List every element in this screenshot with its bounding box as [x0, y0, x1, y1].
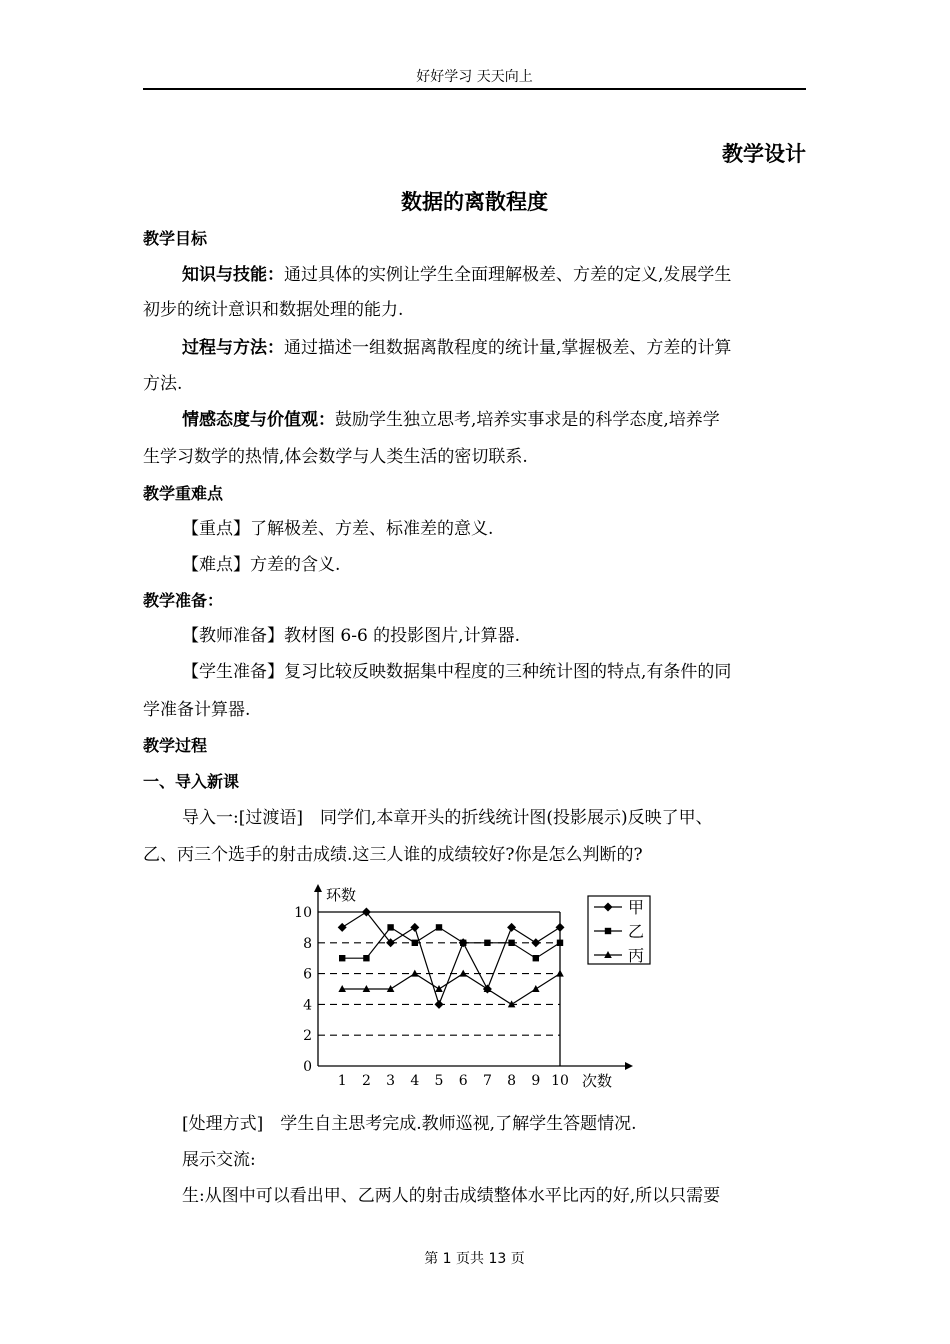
- emotion-line-1: [182, 409, 806, 431]
- series-1-point: [556, 923, 565, 932]
- series-3-point: [556, 970, 564, 977]
- intro-line-2: 乙、丙三个选手的射击成绩.这三人谁的成绩较好?你是怎么判断的?: [143, 845, 643, 865]
- x-tick-label: 3: [386, 1073, 396, 1089]
- series: [338, 908, 565, 1009]
- intro-line-1: 导入一:[过渡语] 同学们,本章开头的折线统计图(投影展示)反映了甲、: [182, 808, 713, 828]
- knowledge-text: 通过具体的实例让学生全面理解极差、方差的定义,发展学生: [284, 265, 732, 285]
- series-3-point: [532, 985, 540, 992]
- x-tick-label: 9: [531, 1073, 541, 1089]
- y-tick-label: 8: [303, 935, 312, 952]
- key-point: 【重点】了解极差、方差、标准差的意义.: [182, 519, 494, 539]
- series-3-point: [435, 985, 443, 992]
- legend: [588, 896, 650, 965]
- legend-label: 甲: [628, 898, 645, 917]
- page-title: 数据的离散程度: [401, 190, 548, 214]
- process-heading: 教学过程: [143, 736, 208, 755]
- y-axis-label: 环数: [326, 886, 357, 904]
- knowledge-line-1: [182, 264, 806, 286]
- y-axis-arrow: [314, 884, 322, 892]
- x-tick-label: 4: [410, 1073, 420, 1089]
- student-prep-line-1: 【学生准备】复习比较反映数据集中程度的三种统计图的特点,有条件的同: [182, 662, 732, 682]
- emotion-line-2: 生学习数学的热情,体会数学与人类生活的密切联系.: [143, 447, 528, 467]
- x-tick-label: 7: [482, 1073, 492, 1089]
- series-2-point: [508, 940, 514, 946]
- prep-heading: 教学准备：: [143, 591, 224, 610]
- series-2-point: [387, 924, 393, 930]
- page-footer: 第 1 页共 13 页: [424, 1251, 525, 1267]
- keypoints-heading: 教学重难点: [143, 484, 224, 503]
- x-tick-label: 1: [337, 1073, 347, 1089]
- process-label: 过程与方法：: [182, 338, 284, 358]
- handling-line: [处理方式] 学生自主思考完成.教师巡视,了解学生答题情况.: [182, 1114, 637, 1134]
- y-tick-label: 2: [303, 1028, 312, 1045]
- y-tick-label: 0: [303, 1059, 312, 1075]
- y-tick-label: 10: [294, 905, 312, 921]
- process-line-2: 方法.: [143, 374, 183, 394]
- series-2-point: [557, 940, 563, 946]
- series-2-point: [436, 924, 442, 930]
- process-text: 通过描述一组数据离散程度的统计量,掌握极差、方差的计算: [284, 338, 732, 358]
- exchange-line: 展示交流:: [182, 1150, 256, 1170]
- series-2-point: [460, 940, 466, 946]
- y-tick-label: 4: [303, 997, 312, 1014]
- header-rule: [143, 88, 806, 90]
- document-type: 教学设计: [722, 142, 806, 166]
- x-tick-label: 10: [551, 1073, 569, 1089]
- series-2-point: [339, 955, 345, 961]
- series-1-point: [531, 938, 540, 947]
- legend-label: 乙: [628, 922, 645, 941]
- shooting-scores-chart: [280, 880, 670, 1095]
- x-tick-label: 8: [507, 1073, 517, 1089]
- series-1-point: [338, 923, 347, 932]
- emotion-label: 情感态度与价值观：: [182, 410, 335, 430]
- series-2-point: [363, 955, 369, 961]
- series-1-point: [410, 923, 419, 932]
- series-1-point: [507, 923, 516, 932]
- series-line-3: [342, 974, 560, 1005]
- knowledge-line-2: 初步的统计意识和数据处理的能力.: [143, 300, 404, 320]
- legend-label: 丙: [628, 946, 645, 965]
- x-tick-label: 5: [434, 1073, 444, 1089]
- part1-heading: 一、导入新课: [143, 772, 240, 791]
- series-2-point: [484, 940, 490, 946]
- page-header: 好好学习 天天向上: [416, 69, 533, 85]
- legend-marker: [605, 928, 611, 934]
- y-tick-label: 6: [303, 966, 312, 983]
- emotion-text: 鼓励学生独立思考,培养实事求是的科学态度,培养学: [335, 410, 720, 430]
- difficult-point: 【难点】方差的含义.: [182, 555, 341, 575]
- x-tick-label: 2: [361, 1073, 371, 1089]
- x-axis-label: 次数: [582, 1072, 613, 1090]
- x-tick-label: 6: [458, 1073, 468, 1089]
- student-prep-line-2: 学准备计算器.: [143, 700, 251, 720]
- teacher-prep: 【教师准备】教材图 6-6 的投影图片,计算器.: [182, 626, 520, 646]
- process-line-1: [182, 337, 806, 359]
- series-2-point: [412, 940, 418, 946]
- series-line-1: [342, 912, 560, 1004]
- x-axis-arrow: [625, 1062, 633, 1070]
- series-1-point: [435, 1000, 444, 1009]
- series-2-point: [533, 955, 539, 961]
- objectives-heading: 教学目标: [143, 229, 208, 248]
- knowledge-label: 知识与技能：: [182, 265, 284, 285]
- student-answer-line: 生:从图中可以看出甲、乙两人的射击成绩整体水平比丙的好,所以只需要: [182, 1186, 721, 1206]
